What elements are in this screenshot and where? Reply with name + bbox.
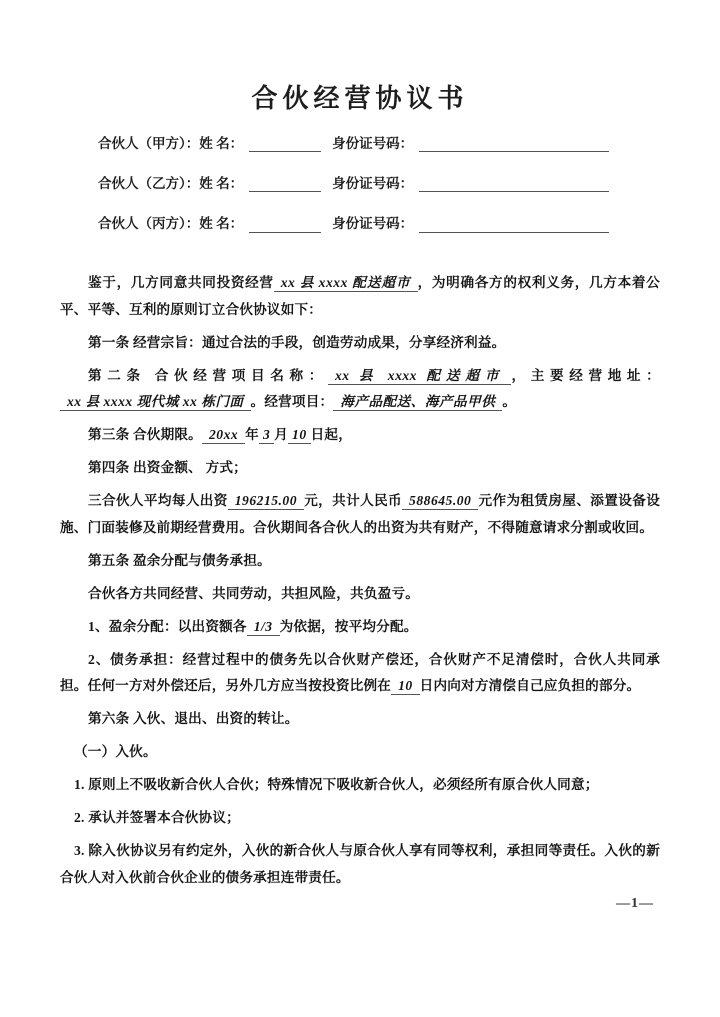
- article-3-month-unit: 月: [274, 427, 289, 442]
- article-3-day-unit: 日起，: [310, 427, 353, 442]
- preamble-paragraph: [60, 270, 660, 323]
- article-4-heading: 第四条: [88, 460, 130, 475]
- article-5-repay-days-value[interactable]: 10: [391, 678, 420, 695]
- article-4-contribution-mid: 元，共计人民币: [304, 493, 403, 508]
- article-2-mid: ，主要经营地址：: [511, 367, 660, 383]
- article-4-paragraph: [60, 455, 660, 482]
- party-name-input-yifang[interactable]: [249, 178, 321, 192]
- article-6-item-1: 1. 原则上不吸收新合伙人合伙；特殊情况下吸收新合伙人，必须经所有原合伙人同意；: [74, 777, 599, 792]
- article-5-clause-1-tail: 为依据，按平均分配。: [279, 618, 418, 634]
- article-2-heading: 第二条: [88, 367, 146, 383]
- article-5-clause-2: [60, 647, 660, 700]
- party-id-label: 身份证号码：: [332, 216, 414, 232]
- article-4-contribution-lead: 三合伙人平均每人出资: [88, 493, 228, 508]
- party-name-input-jiafang[interactable]: [249, 138, 321, 152]
- article-5-profit-share-value[interactable]: 1/3: [247, 619, 280, 636]
- article-4-per-person-amount-value[interactable]: 196215.00: [228, 493, 304, 510]
- article-4-contribution-tail: 元作为租赁房屋、添置设备设施、门面装修及前期经营费用。合伙期间各合伙人的出资为共有财产，不得随意请求分割或收回。: [60, 493, 660, 535]
- party-row-bingfang: [98, 216, 638, 232]
- party-id-input-yifang[interactable]: [419, 178, 609, 192]
- article-6-heading: 第六条: [88, 711, 130, 726]
- article-5-clause-1-lead: 1、盈余分配：以出资额各: [88, 618, 247, 634]
- article-2-address-value[interactable]: xx 县 xxxx 现代城 xx 栋门面: [60, 394, 251, 411]
- article-5-paragraph: [60, 548, 660, 575]
- article-2-paragraph: [60, 363, 660, 416]
- party-id-input-bingfang[interactable]: [419, 219, 609, 233]
- article-1-text: 经营宗旨：通过合法的手段，创造劳动成果，分享经济利益。: [133, 334, 506, 350]
- party-name-label: 姓 名：: [199, 176, 244, 192]
- article-5-intro: 合伙各方共同经营、共同劳动，共担风险，共负盈亏。: [88, 585, 420, 601]
- article-1-heading: 第一条: [88, 334, 130, 350]
- article-3-year-unit: 年: [245, 427, 259, 442]
- article-3-month-value[interactable]: 3: [259, 427, 274, 444]
- article-5-heading: 第五条: [88, 552, 130, 568]
- article-6-item-2: 2. 承认并签署本合伙协议；: [74, 810, 240, 825]
- party-name-label: 姓 名：: [199, 136, 244, 151]
- party-row-yifang: [98, 176, 638, 192]
- party-role-label: 合伙人（甲方）：: [98, 136, 200, 151]
- article-4-total-amount-value[interactable]: 588645.00: [402, 493, 478, 510]
- document-body: [60, 270, 660, 898]
- article-1-paragraph: [60, 330, 660, 357]
- article-5-text: 盈余分配与债务承担。: [133, 552, 271, 568]
- article-6-text: 入伙、退出、出资的转让。: [133, 711, 299, 726]
- party-role-label: 合伙人（丙方）：: [98, 216, 200, 232]
- article-5-clause-2-tail: 日内向对方清偿自己应负担的部分。: [419, 678, 641, 693]
- article-2-tail: 。: [502, 394, 517, 409]
- article-3-lead: 合伙期限。: [133, 427, 202, 442]
- article-2-scope-value[interactable]: 海产品配送、海产品甲供: [333, 394, 502, 411]
- article-2-mid2: 。经营项目：: [250, 394, 334, 409]
- article-2-project-name-value[interactable]: xx 县 xxxx 配送超市: [328, 368, 512, 385]
- party-id-input-jiafang[interactable]: [419, 138, 609, 152]
- article-6-paragraph: [60, 706, 660, 733]
- article-3-heading: 第三条: [88, 427, 130, 442]
- article-3-year-value[interactable]: 20xx: [202, 427, 245, 444]
- party-name-input-bingfang[interactable]: [249, 219, 321, 233]
- party-id-label: 身份证号码：: [332, 176, 414, 192]
- page-number: —1—: [616, 896, 654, 911]
- article-3-paragraph: [60, 422, 660, 449]
- parties-block: [98, 136, 638, 257]
- page-title: 合伙经营协议书: [251, 84, 469, 113]
- party-name-label: 姓 名：: [199, 216, 244, 232]
- article-4-text: 出资金额、 方式；: [133, 460, 247, 475]
- party-row-jiafang: [98, 136, 638, 152]
- preamble-lead: 鉴于，几方同意共同投资经营: [88, 275, 274, 290]
- party-id-label: 身份证号码：: [332, 136, 414, 151]
- article-4-contribution-paragraph: [60, 488, 660, 541]
- article-3-day-value[interactable]: 10: [288, 427, 311, 444]
- preamble-tail: ，为明确各方的权利义务，几方本着公平、平等、互利的原则订立合伙协议如下：: [60, 275, 660, 317]
- article-6-subsection: （一）入伙。: [74, 744, 157, 759]
- party-role-label: 合伙人（乙方）：: [98, 176, 200, 192]
- article-5-clause-2-lead: 2、债务承担：经营过程中的债务先以合伙财产偿还，合伙财产不足清偿时，合伙人共同承担。任何一方对外偿还后，另外几方应当按投资比例在: [60, 651, 660, 693]
- article-2-lead: 合伙经营项目名称：: [154, 367, 328, 383]
- article-6-item-3: 3. 除入伙协议另有约定外，入伙的新合伙人与原合伙人享有同等权利，承担同等责任。入伙的新合伙人对入伙前合伙企业的债务承担连带责任。: [60, 843, 660, 885]
- preamble-business-name-value[interactable]: xx 县 xxxx 配送超市: [274, 275, 418, 292]
- article-5-clause-1: [60, 614, 660, 641]
